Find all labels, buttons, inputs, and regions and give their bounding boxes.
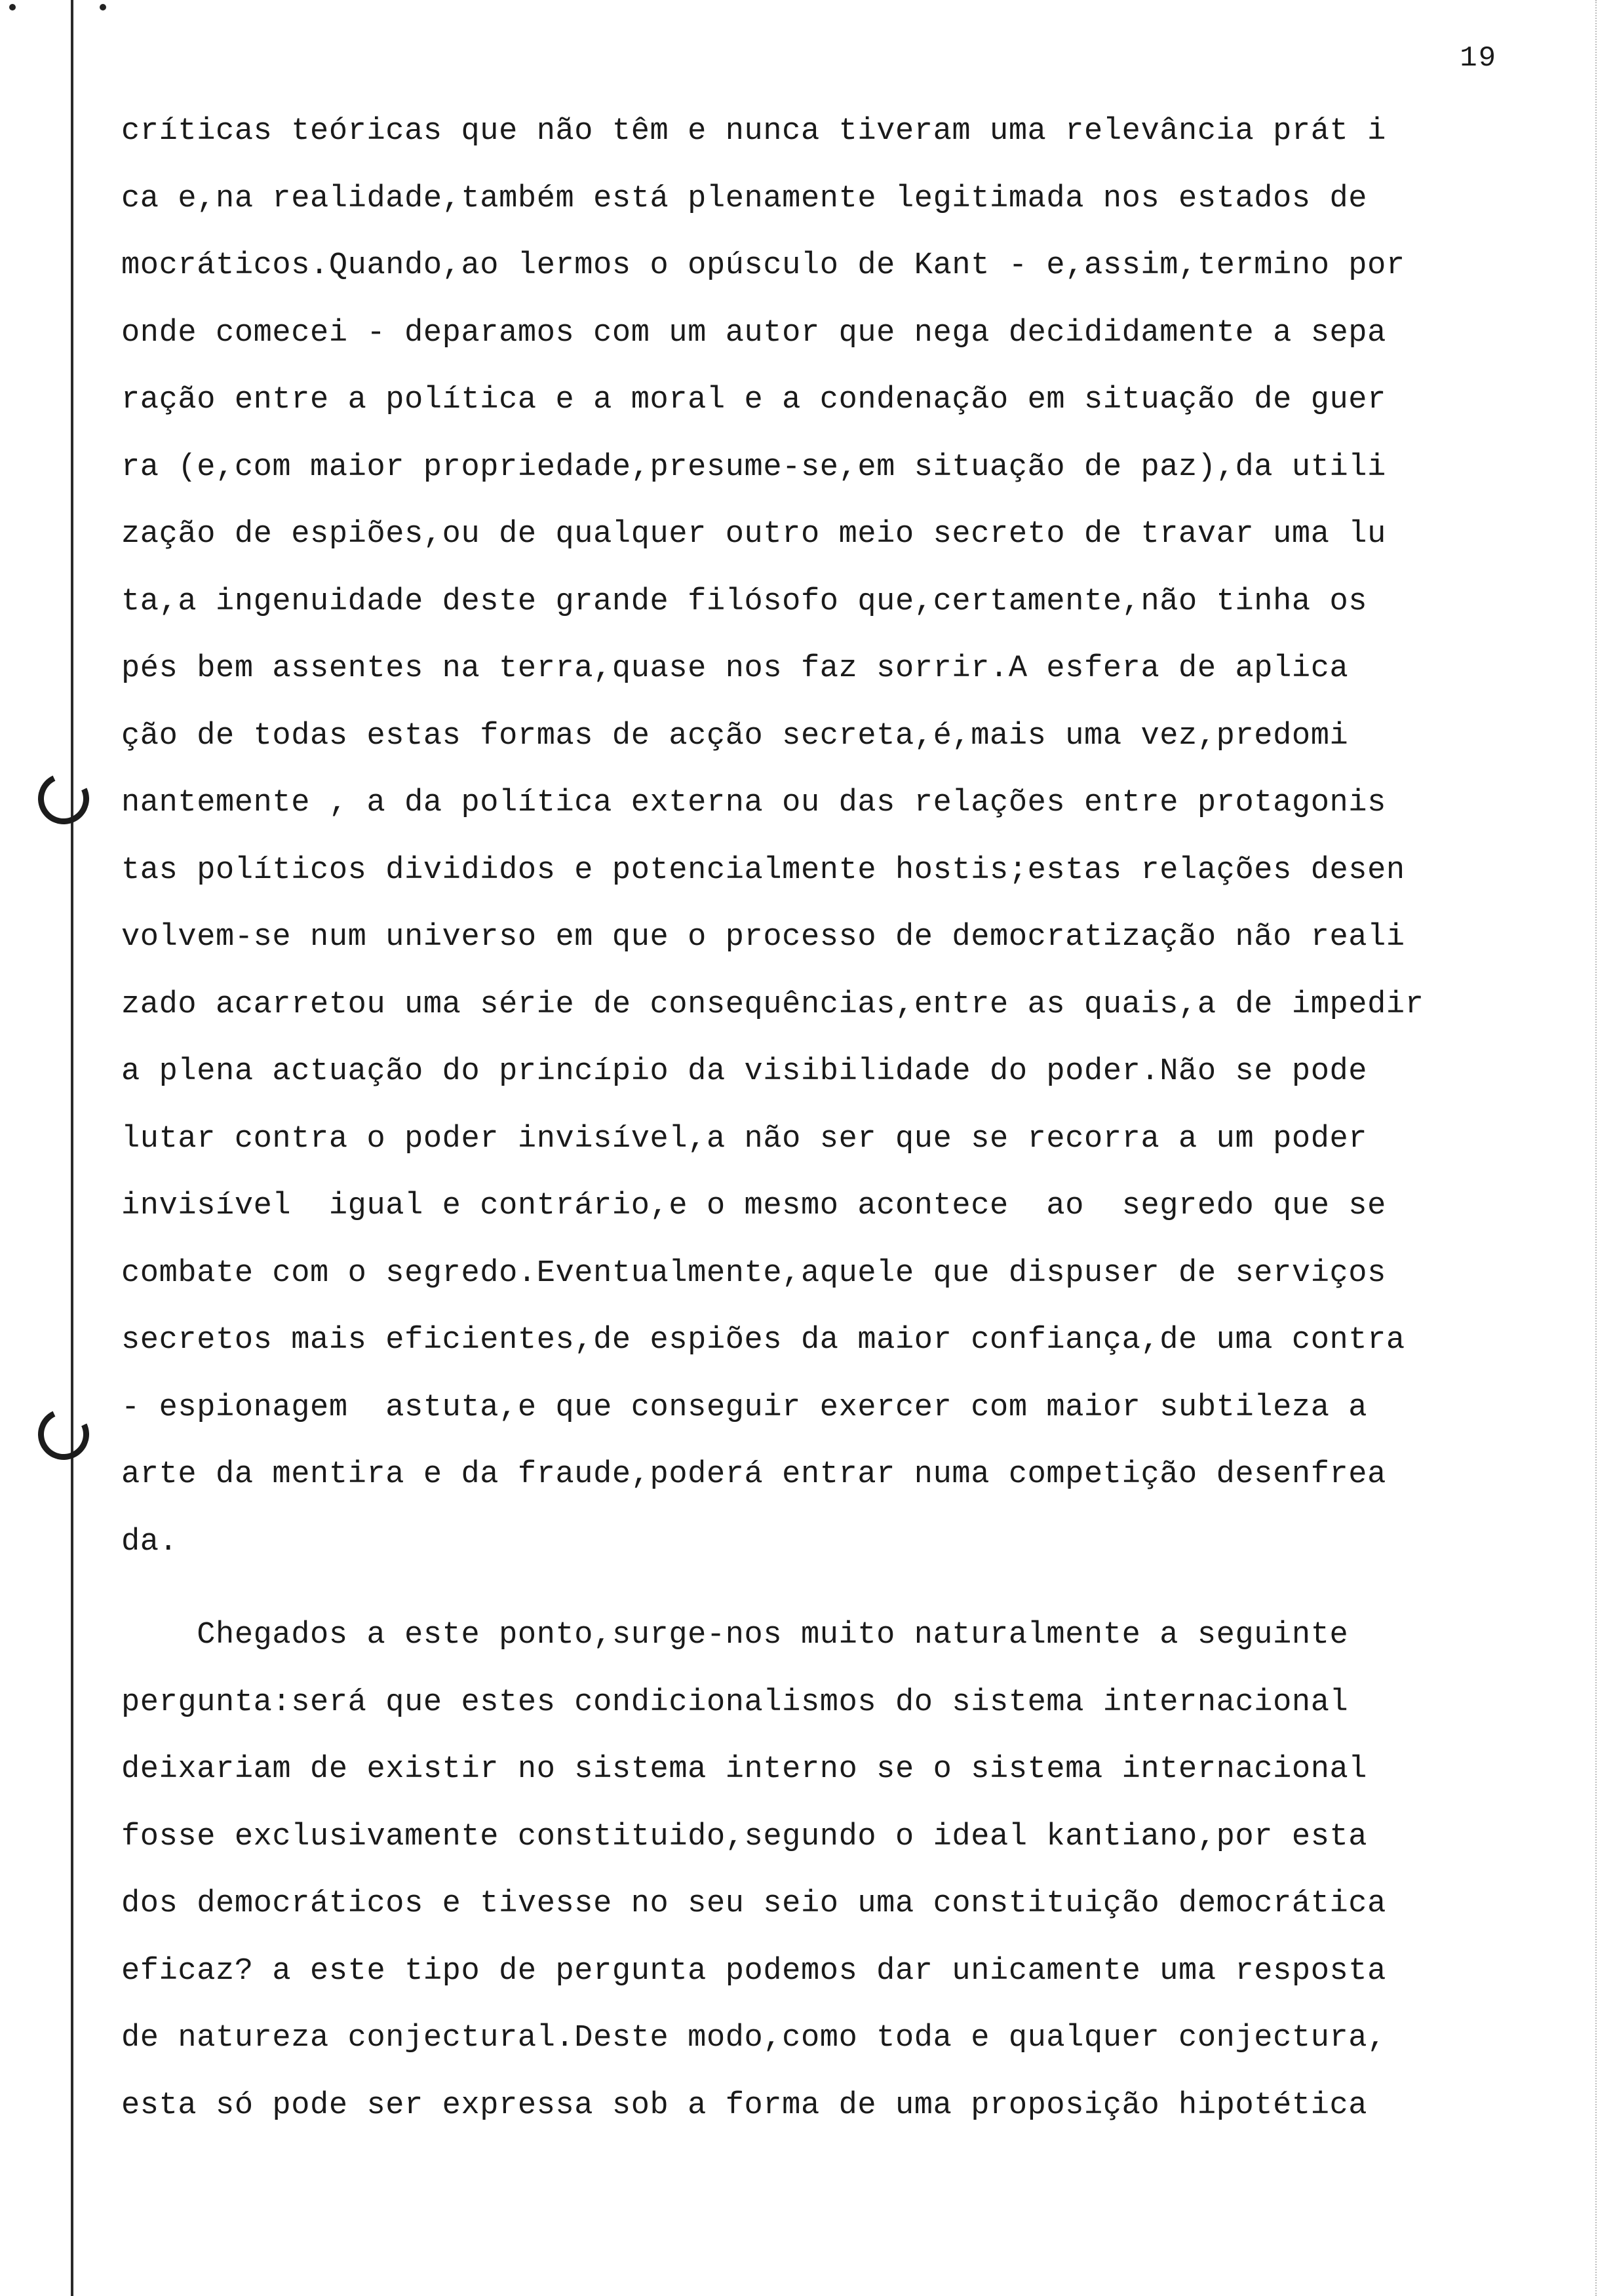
- page-number: 19: [1460, 42, 1497, 75]
- right-page-edge: [1594, 0, 1597, 2296]
- text-line: zação de espiões,ou de qualquer outro meio secreto de travar uma lu: [121, 517, 1386, 552]
- text-line: dos democráticos e tivesse no seu seio uma constituição democrática: [121, 1886, 1386, 1921]
- text-line: zado acarretou uma série de consequências,entre as quais,a de impedir: [121, 987, 1424, 1022]
- text-line: ca e,na realidade,também está plenamente legitimada nos estados de: [121, 181, 1368, 216]
- body-text: [121, 98, 1511, 2139]
- text-line: secretos mais eficientes,de espiões da maior confiança,de uma contra: [121, 1323, 1405, 1358]
- text-line: a plena actuação do princípio da visibilidade do poder.Não se pode: [121, 1054, 1368, 1089]
- text-line: pergunta:será que estes condicionalismos do sistema internacional: [121, 1685, 1349, 1720]
- text-line: onde comecei - deparamos com um autor que nega decididamente a sepa: [121, 315, 1386, 351]
- text-line: combate com o segredo.Eventualmente,aquele que dispuser de serviços: [121, 1255, 1386, 1291]
- text-line: lutar contra o poder invisível,a não ser que se recorra a um poder: [121, 1121, 1368, 1157]
- text-line: ção de todas estas formas de acção secreta,é,mais uma vez,predomi: [121, 718, 1349, 754]
- text-line: mocráticos.Quando,ao lermos o opúsculo de Kant - e,assim,termino por: [121, 248, 1405, 283]
- text-line: de natureza conjectural.Deste modo,como toda e qualquer conjectura,: [121, 2021, 1386, 2056]
- text-line: críticas teóricas que não têm e nunca tiveram uma relevância prát i: [121, 114, 1386, 149]
- paragraph-2: [121, 1602, 1511, 2139]
- scan-dot: [100, 4, 106, 10]
- text-line: fosse exclusivamente constituido,segundo o ideal kantiano,por esta: [121, 1819, 1368, 1854]
- text-line: esta só pode ser expressa sob a forma de uma proposição hipotética: [121, 2088, 1368, 2123]
- text-line: nantemente , a da política externa ou das relações entre protagonis: [121, 786, 1386, 820]
- text-line: Chegados a este ponto,surge-nos muito naturalmente a seguinte: [121, 1618, 1349, 1653]
- text-line: arte da mentira e da fraude,poderá entrar numa competição desenfrea: [121, 1457, 1386, 1492]
- text-line: pés bem assentes na terra,quase nos faz sorrir.A esfera de aplica: [121, 651, 1349, 686]
- text-line: da.: [121, 1524, 178, 1559]
- paragraph-1: [121, 98, 1511, 1576]
- binder-hole-mark: [31, 766, 96, 832]
- text-line: volvem-se num universo em que o processo de democratização não reali: [121, 920, 1405, 955]
- binder-hole-mark: [31, 1402, 96, 1467]
- left-margin-rule: [71, 0, 73, 2296]
- scan-dot: [9, 4, 16, 10]
- paragraph-gap: [121, 1576, 1511, 1602]
- text-line: ra (e,com maior propriedade,presume-se,em situação de paz),da utili: [121, 450, 1386, 485]
- text-line: ração entre a política e a moral e a condenação em situação de guer: [121, 383, 1386, 417]
- text-line: tas políticos divididos e potencialmente hostis;estas relações desen: [121, 852, 1405, 888]
- text-line: eficaz? a este tipo de pergunta podemos dar unicamente uma resposta: [121, 1953, 1386, 1989]
- text-line: - espionagem astuta,e que conseguir exercer com maior subtileza a: [121, 1390, 1368, 1425]
- text-line: deixariam de existir no sistema interno se o sistema internacional: [121, 1752, 1368, 1787]
- text-line: ta,a ingenuidade deste grande filósofo que,certamente,não tinha os: [121, 584, 1368, 619]
- text-line: invisível igual e contrário,e o mesmo acontece ao segredo que se: [121, 1189, 1386, 1223]
